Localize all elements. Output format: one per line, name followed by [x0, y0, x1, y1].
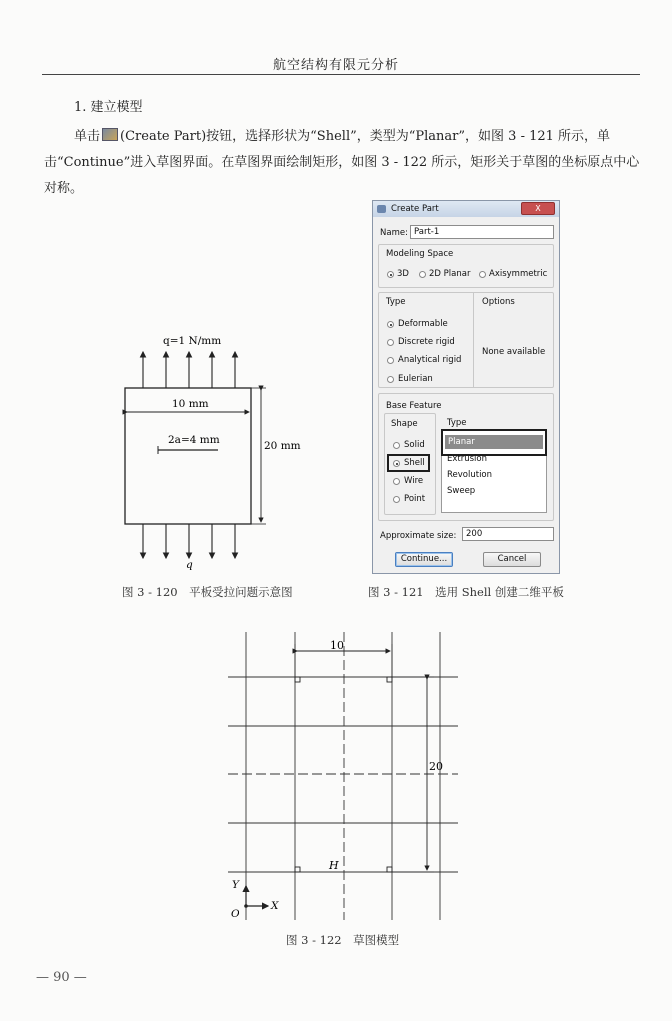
bottom-load-arrows — [143, 524, 235, 558]
close-button[interactable]: X — [521, 202, 555, 215]
radio-point[interactable] — [393, 496, 400, 503]
name-field[interactable]: Part-1 — [410, 225, 554, 239]
shape-option-wire[interactable]: Wire — [404, 476, 424, 486]
radio-axisymmetric[interactable] — [479, 271, 486, 278]
paragraph-text-after: (Create Part)按钮，选择形状为“Shell”，类型为“Planar”，如图 3 - 121 所示，单击“Continue”进入草图界面。在草图界面绘制矩形，如图 3 - 122 所示，矩形关于草图的坐标原点中心对称。 — [44, 129, 640, 196]
create-part-icon — [102, 128, 118, 141]
shape-option-solid[interactable]: Solid — [404, 440, 425, 450]
approximate-size-field[interactable]: 200 — [462, 527, 554, 541]
figure-3-122-caption: 图 3 - 122 草图模型 — [286, 933, 400, 947]
load-label-top: q=1 N/mm — [163, 335, 222, 347]
type-label: Type — [386, 297, 406, 307]
centerlines — [228, 632, 458, 920]
type-option-analytical-rigid[interactable]: Analytical rigid — [398, 355, 462, 365]
top-load-arrows — [143, 352, 235, 388]
section-heading: 1. 建立模型 — [74, 100, 143, 115]
origin-label: O — [231, 908, 240, 920]
cancel-button[interactable]: Cancel — [483, 552, 541, 567]
figure-3-120-diagram — [110, 330, 310, 570]
dialog-title: Create Part — [391, 204, 439, 214]
type-divider — [473, 292, 474, 388]
sketch-width-label: 10 — [330, 639, 344, 652]
paragraph-text-before: 单击 — [74, 129, 101, 144]
shape-type-extrusion[interactable]: Extrusion — [447, 454, 487, 464]
radio-wire[interactable] — [393, 478, 400, 485]
shape-label: Shape — [391, 419, 418, 429]
modeling-space-label: Modeling Space — [386, 249, 454, 259]
radio-eulerian[interactable] — [387, 376, 394, 383]
body-paragraph — [44, 124, 640, 202]
continue-button[interactable]: Continue... — [395, 552, 453, 567]
height-label: 20 mm — [264, 440, 301, 452]
app-icon — [377, 205, 386, 213]
name-label: Name: — [380, 228, 408, 238]
radio-discrete-rigid[interactable] — [387, 339, 394, 346]
radio-deformable[interactable] — [387, 321, 394, 328]
crack-label: 2a=4 mm — [168, 434, 220, 446]
shape-type-sweep[interactable]: Sweep — [447, 486, 476, 496]
base-feature-label: Base Feature — [386, 401, 442, 411]
radio-analytical-rigid[interactable] — [387, 357, 394, 364]
shape-type-label: Type — [447, 418, 467, 428]
point-h-label: H — [329, 859, 339, 872]
space-option-2d-planar[interactable]: 2D Planar — [429, 269, 471, 279]
create-part-dialog — [372, 200, 560, 574]
radio-3d[interactable] — [387, 271, 394, 278]
radio-2d-planar[interactable] — [419, 271, 426, 278]
grid-lines — [228, 632, 458, 920]
page-header-title: 航空结构有限元分析 — [272, 58, 399, 73]
radio-solid[interactable] — [393, 442, 400, 449]
corner-markers — [295, 677, 392, 872]
options-label: Options — [482, 297, 515, 307]
shape-type-revolution[interactable]: Revolution — [447, 470, 493, 480]
width-label: 10 mm — [172, 398, 209, 410]
radio-shell[interactable] — [393, 460, 400, 467]
type-option-deformable[interactable]: Deformable — [398, 319, 448, 329]
space-option-3d[interactable]: 3D — [397, 269, 409, 279]
type-option-discrete-rigid[interactable]: Discrete rigid — [398, 337, 455, 347]
figure-3-120-caption: 图 3 - 120 平板受拉问题示意图 — [122, 585, 293, 599]
header-rule — [42, 74, 640, 75]
type-option-eulerian[interactable]: Eulerian — [398, 374, 433, 384]
shape-option-point[interactable]: Point — [404, 494, 426, 504]
figure-3-121-caption: 图 3 - 121 选用 Shell 创建二维平板 — [368, 585, 564, 599]
load-label-bottom: q — [186, 559, 193, 570]
space-option-axisymmetric[interactable]: Axisymmetric — [489, 269, 548, 279]
page-number: — 90 — — [36, 970, 87, 985]
approximate-size-label: Approximate size: — [380, 531, 457, 541]
figure-3-122-sketch — [222, 632, 472, 922]
sketch-height-label: 20 — [429, 760, 443, 773]
y-axis-label: Y — [232, 879, 239, 891]
none-available-text: None available — [482, 347, 546, 357]
x-axis-label: X — [271, 900, 279, 912]
shape-option-shell[interactable]: Shell — [404, 458, 425, 468]
shape-type-planar[interactable]: Planar — [445, 435, 543, 449]
